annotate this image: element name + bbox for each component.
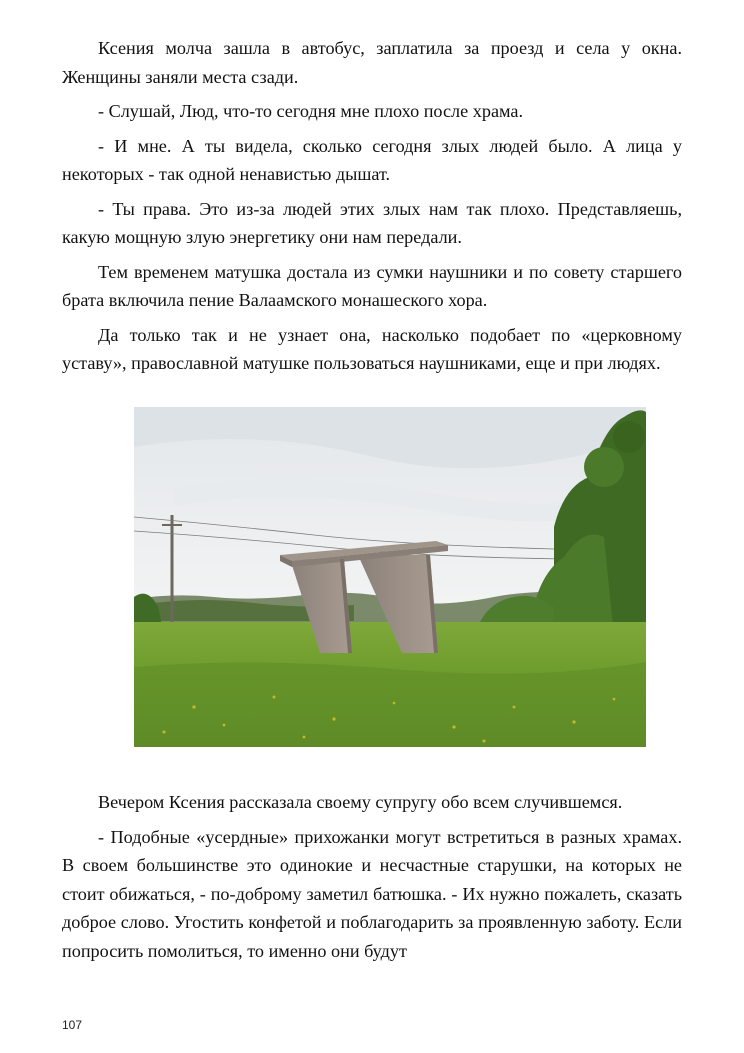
page-number: 107 [62, 1018, 83, 1032]
text-block-bottom [62, 788, 682, 971]
landscape-photo [134, 407, 646, 747]
paragraph: - Слушай, Люд, что-то сегодня мне плохо после храма. [98, 101, 524, 121]
paragraph: Ксения молча зашла в автобус, заплатила за проезд и села у окна. Женщины заняли места сзади. [62, 38, 682, 87]
paragraph: Тем временем матушка достала из сумки наушники и по совету старшего брата включила пение Валаамского монашеского хора. [62, 261, 682, 310]
paragraph: - Ты права. Это из-за людей этих злых нам так плохо. Представляешь, какую мощную злую энергетику они нам передали. [62, 198, 682, 247]
paragraph: - И мне. А ты видела, сколько сегодня злых людей было. А лица у некоторых - так одной ненавистью дышат. [62, 135, 682, 184]
paragraph: - Подобные «усердные» прихожанки могут встретиться в разных храмах. В своем большинстве это одинокие и несчастные старушки, на которых не стоит обижаться, - по-доброму заметил батюшка. - Их нужно пожалеть, сказать доброе слово. Угостить конфетой и поблагодарить за проявленную заботу. Если попросить помолиться, то именно они будут [62, 826, 682, 961]
text-block-top [62, 34, 682, 384]
paragraph: Да только так и не узнает она, насколько подобает по «церковному уставу», православной матушке пользоваться наушниками, еще и при людях. [62, 324, 682, 373]
paragraph: Вечером Ксения рассказала своему супругу обо всем случившемся. [98, 792, 623, 812]
